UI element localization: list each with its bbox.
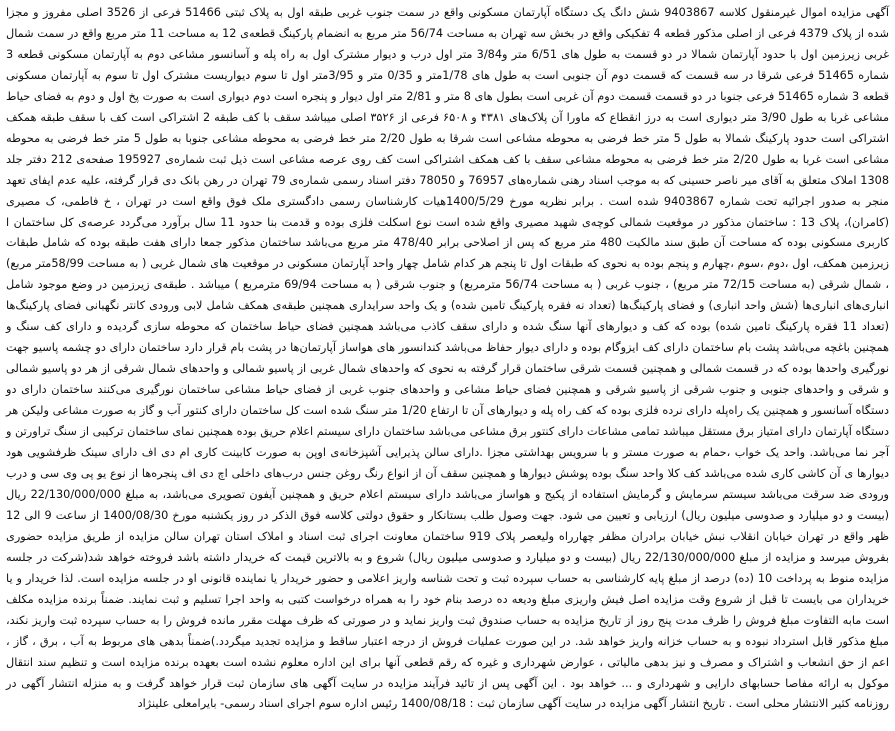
auction-notice-text: آگهی مزایده اموال غیرمنقول کلاسه 9403867 شش دانگ یک دستگاه آپارتمان مسکونی واقع در سمت جنوب غربی طبقه اول به پلاک ثبتی 51466 فرعی از 3526 اصلی مفروز و مجزا شده از پلاک 4379 فرعی از اصلی مذکور قطعه 4 تفکیکی واقع در بخش سه تهران به مساحت 56/74 متر مربع به انضمام پارکینگ قطعه‌ی 12 به مساحت 11 متر مربع واقع در سمت شمال غربی زیرزمین اول با حدود آپارتمان شمالا در دو قسمت به طول های 6/51 متر و3/84 متر اول درب و دیوار مشترک اول به راه پله و آسانسور مشاعی دوم به آپارتمان مسکونی قطعه 3 شماره 51465 فرعی شرقا در سه قسمت که قسمت دوم آن جنوبی است به طول های 1/78متر و 0/35 متر و 3/95متر اول تا سوم دیواریست مشترک اول تا سوم به آپارتمان مسکونی قطعه 3 شماره 51465 فرعی جنوبا در دو قسمت قسمت دوم آن غربی است بطول های 8 متر و 2/81 متر اول دیوار و پنجره است دوم دیواری است به صورت پخ اول و دوم به فضای حیاط مشاعی غربا به طول 3/90 متر دیواری است به درز انقطاع که ماورا آن پلاک‌های ۴۳۸۱ و ۶۵۰۸ فرعی از ۳۵۲۶ اصلی میباشد سقف با کف طبقه 2 اشتراکی است کف با سقف طبقه همکف اشتراکی است حدود پارکینگ شمالا به طول 5 متر خط فرضی به محوطه مشاعی است شرقا به طول 2/20 متر خط فرضی به محوطه مشاعی جنوبا به طول 5 متر خط فرضی به محوطه مشاعی است غربا به طول 2/20 متر خط فرضی به محوطه مشاعی سقف با کف همکف اشتراکی است کف روی عرصه مشاعی است ذیل ثبت شماره‌ی 195927 صفحه‌ی 212 دفتر جلد 1308 املاک متعلق به آقای میر ناصر حسینی که به موجب اسناد رهنی شماره‌های 76957 و 78050 دفتر اسناد رسمی شماره‌ی 79 تهران در رهن بانک دی قرار گرفته، علیه عدم ایفای تعهد منجر به صدور اجرائیه تحت شماره 9403867 شده است . برابر نظریه مورخ 1400/5/29هیات کارشناسان رسمی دادگستری ملک فوق واقع است در تهران ، خ فاطمی، ک مصیری (کامران)، پلاک 13 : ساختمان مذکور در موقعیت شمالی کوچه‌ی شهید مصیری واقع شده است نوع اسکلت فلزی بوده و قدمت بنا حدود 11 سال برآورد می‌گردد عرصه‌ی کل ساختمان ا کاربری مسکونی بوده که مساحت آن طبق سند مالکیت 480 متر مربع که پس از اصلاحی برابر 478/40 متر مربع می‌باشد ساختمان مذکور جمعا دارای هفت طبقه بوده که شامل طبقات زیرزمین همکف، اول ،دوم ،سوم ،چهارم و پنجم بوده به نحوی که طبقات اول تا پنجم هر کدام شامل چهار واحد آپارتمان مسکونی در موقعیت های شمال غربی ( به مساحت 58/99متر مربع) ، شمال شرقی (به مساحت 72/15 متر مربع) ، جنوب غربی ( به مساحت 56/74 مترمربع) و جنوب شرقی ( به مساحت 69/94 مترمربع ) میباشد . طبقه‌ی زیرزمین در وضع موجود شامل انباری‌های انباری‌ها (شش واحد انباری) و فضای پارکینگ‌ها (تعداد نه فقره پارکینگ تامین شده) و یک واحد سرایداری همچنین طبقه‌ی همکف شامل لابی ورودی کانتر نگهبانی فضای پارکینگ‌ها (تعداد 11 فقره پارکینگ تامین شده) بوده که کف و دیوارهای آنها سنگ شده و دارای سقف کاذب می‌باشد همچنین فضای حیاط ساختمان که محوطه سازی گردیده و دارای کف سنگ و همچنین باغچه می‌باشد پشت بام ساختمان دارای کف ایزوگام بوده و دارای دیوار حفاظ می‌باشد کندانسور های هواساز آپارتمان‌ها در پشت بام قرار دارد ساختمان دارای دو چشمه پاسیو جهت نورگیری واحدها بوده که در قسمت شمالی و همچنین قسمت شرقی ساختمان قرار گرفته به نحوی که واحدهای شمال غربی از پاسیو شمالی و واحدهای شمال شرقی از هر دو پاسیو شمالی و شرقی و واحدهای جنوبی و جنوب شرقی از پاسیو شرقی و همچنین فضای حیاط مشاعی و واحدهای جنوب غربی از فضای حیاط مشاعی ساختمان نورگیری می‌کنند ساختمان دارای دو دستگاه آسانسور و همچنین یک راه‌پله دارای نرده فلزی بوده که کف راه پله و دیوارهای آن تا ارتفاع 1/20 متر سنگ شده است کل ساختمان دارای کنتور آب و گاز به صورت مشاعی ولیکن هر دستگاه آپارتمان دارای امتیاز برق مستقل میباشد تمامی مشاعات دارای کنتور برق مشاعی می‌باشد ساختمان دارای سیستم اعلام حریق بوده همچنین نمای ساختمان ترکیبی از سنگ تراورتن و آجر نما می‌باشد. واحد یک خواب ،حمام به صورت مستر و با سرویس بهداشتی مجزا .دارای سالن پذیرایی آشپزخانه‌ی اوپن به صورت کابینت کاری ام دی اف دارای سینک ظرفشویی هود دیوارها ی آن کاشی کاری شده می‌باشد کف کلا واحد سنگ بوده پوشش دیوارها و همچنین سقف آن از انواع رنگ روغن جنس درب‌های داخلی اچ دی اف پنجره‌ها از نوع یو پی وی سی و درب ورودی ضد سرقت می‌باشد سیستم سرمایش و گرمایش استفاده از پکیج و هواساز می‌باشد دارای سیستم اعلام حریق و همچنین آیفون تصویری می‌باشد، به مبلغ 22/130/000/000 ریال (بیست و دو میلیارد و صدوسی میلیون ریال) ارزیابی و تعیین می شود. جهت وصول طلب بستانکار و حقوق دولتی کلاسه فوق الذکر در روز یکشنبه مورخ 1400/08/30 از ساعت 9 الی 12 ظهر واقع در تهران خیابان انقلاب نبش خیابان برادران مظفر چهارراه ولیعصر پلاک 919 ساختمان معاونت اجرای ثبت اسناد و املاک استان تهران سالن مزایده از طریق مزایده حضوری بفروش میرسد و مزایده از مبلغ 22/130/000/000 ریال (بیست و دو میلیارد و صدوسی میلیون ریال) شروع و به بالاترین قیمت که خریدار داشته باشد فروخته خواهد شد(شرکت در جلسه مزایده منوط به پرداخت 10 (ده) درصد از مبلغ پایه کارشناسی به حساب سپرده ثبت و تحت شناسه واریز اعلامی و حضور خریدار یا نماینده قانونی او در جلسه مزایده است. لذا خریدار و یا خریداران می بایست تا قبل از شروع وقت مزایده اصل فیش واریزی مبلغ ودیعه ده درصد بنام خود را به همراه درخواست کتبی به واحد اجرا تسلیم و ثبت نمایند. ضمناً برنده مزایده مکلف است مابه التفاوت مبلغ فروش را ظرف مدت پنج روز از تاریخ مزایده به حساب صندوق ثبت واریز نماید و در صورتی که ظرف مهلت مقرر مانده فروش را به حساب سپرده ثبت واریز نکند، مبلغ مذکور قابل استرداد نبوده و به حساب خزانه واریز خواهد شد. در این صورت عملیات فروش از درجه اعتبار ساقط و مزایده تجدید میگردد.)ضمناً بدهی های مربوط به آب ، برق ، گاز ، اعم از حق انشعاب و اشتراک و مصرف و نیز بدهی مالیاتی ، عوارض شهرداری و غیره که رقم قطعی آنها برای این اداره معلوم نشده است بعهده برنده مزایده است و تنظیم سند انتقال موکول به ارائه مفاصا حسابهای دارایی و شهرداری و ... خواهد بود . این آگهی پس از تائید فرآیند مزایده در سایت آگهی های سازمان ثبت قرار خواهد گرفت و به منزله انتشار آگهی در روزنامه کثیر الانتشار محلی است . تاریخ انتشار آگهی مزایده در سایت آگهی سازمان ثبت : 1400/08/18 رئیس اداره سوم اجرای اسناد رسمی- بایرامعلی علینژاد [6,6,890,711]
